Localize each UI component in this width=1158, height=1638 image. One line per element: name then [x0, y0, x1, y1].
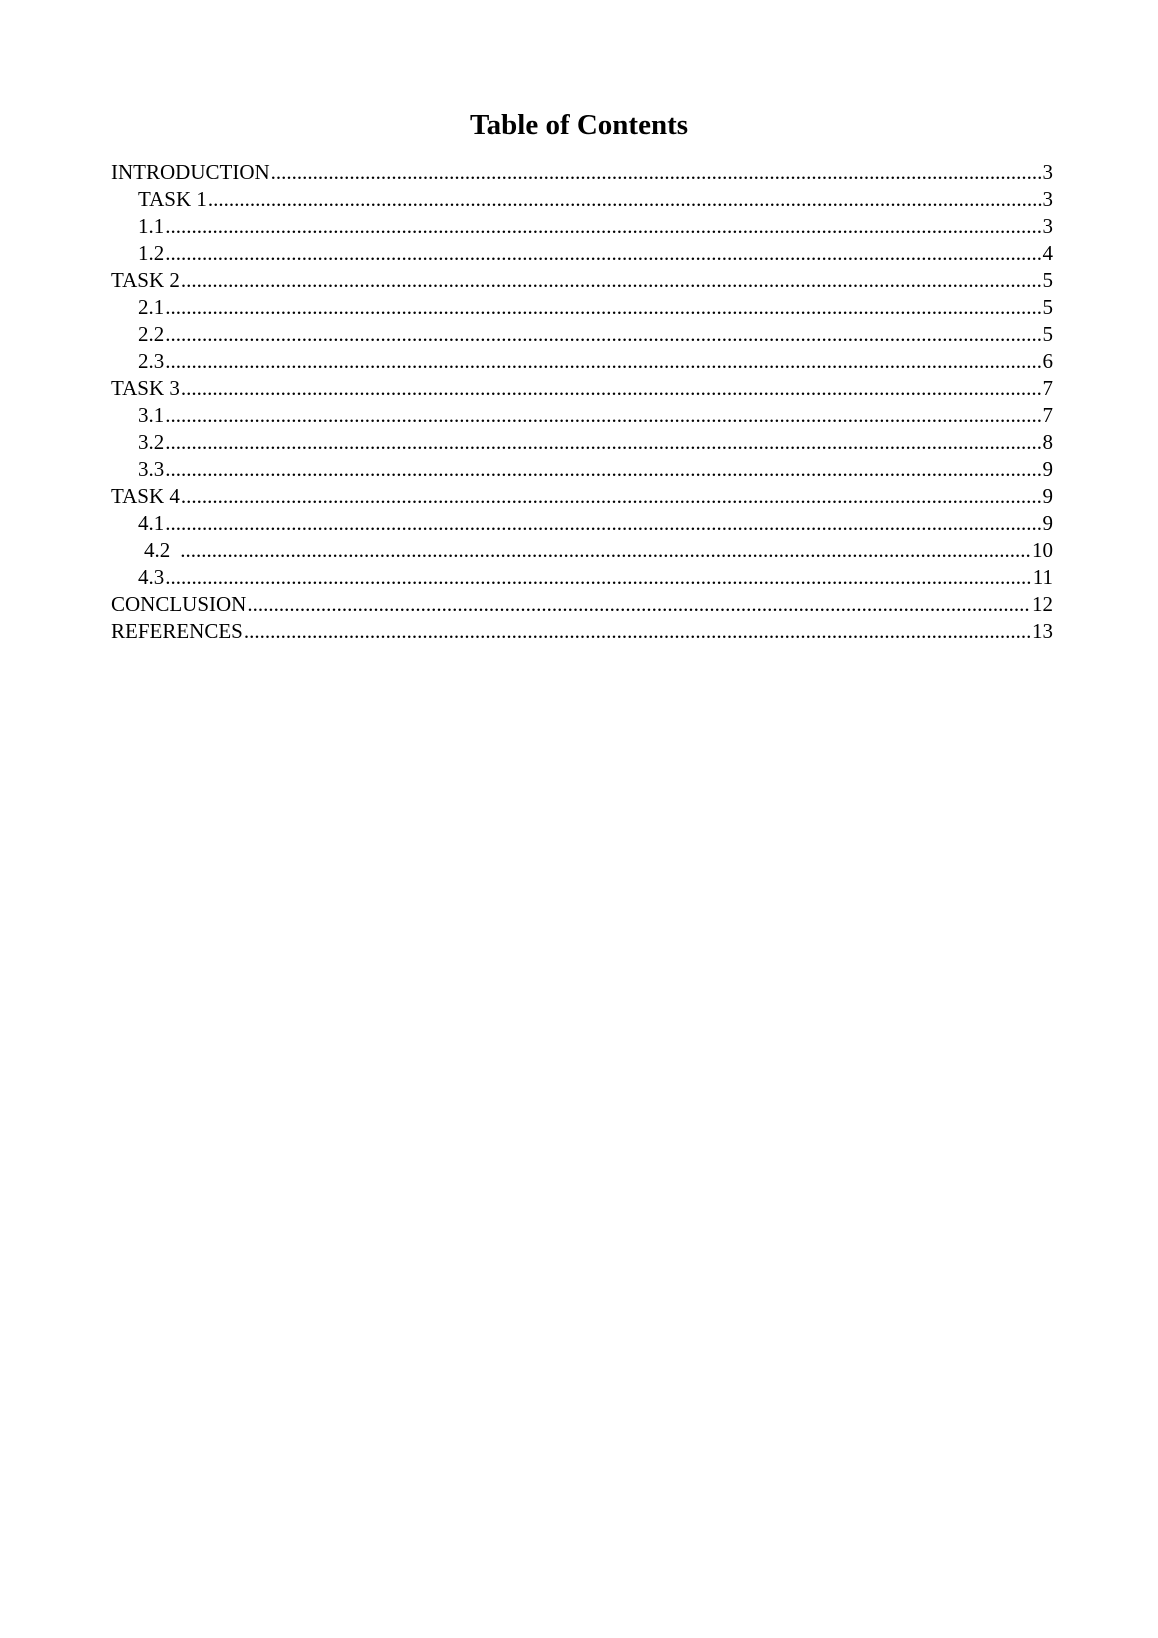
page-title: Table of Contents [469, 109, 689, 141]
toc-dot-leader [165, 402, 1041, 429]
toc-dot-leader [181, 483, 1042, 510]
toc-dot-leader [208, 186, 1042, 213]
toc-entry-label: INTRODUCTION [111, 160, 270, 184]
toc-dot-leader [165, 510, 1041, 537]
toc-entry-label: 2.1 [138, 295, 165, 319]
toc-dot-leader [181, 267, 1042, 294]
toc-entry-label: TASK 2 [111, 268, 180, 292]
toc-entry-label: 1.1 [138, 214, 165, 238]
toc-dot-leader [165, 213, 1041, 240]
toc-entry-references[interactable] [111, 618, 1053, 645]
toc-page-number: 12 [1032, 592, 1053, 616]
toc-page-number: 3 [1042, 187, 1053, 211]
toc-entry-task-3[interactable] [111, 375, 1053, 402]
toc-entry-4-2[interactable] [111, 537, 1053, 564]
toc-dot-leader [165, 564, 1032, 591]
toc-entry-2-2[interactable] [111, 321, 1053, 348]
toc-entry-task-4[interactable] [111, 483, 1053, 510]
toc-page-number: 7 [1042, 376, 1053, 400]
toc-entry-label: 2.3 [138, 349, 165, 373]
toc-dot-leader [165, 294, 1041, 321]
table-of-contents [111, 159, 1053, 645]
toc-dot-leader [180, 537, 1031, 564]
toc-page-number: 6 [1042, 349, 1053, 373]
toc-page-number: 7 [1042, 403, 1053, 427]
toc-page-number: 3 [1042, 160, 1053, 184]
toc-dot-leader [165, 240, 1041, 267]
toc-entry-label: CONCLUSION [111, 592, 247, 616]
toc-page-number: 4 [1042, 241, 1053, 265]
toc-page-number: 11 [1032, 565, 1053, 589]
toc-entry-3-1[interactable] [111, 402, 1053, 429]
toc-page-number: 9 [1042, 457, 1053, 481]
toc-entry-label: 4.2 [144, 538, 171, 562]
toc-entry-task-2[interactable] [111, 267, 1053, 294]
toc-dot-leader [165, 429, 1041, 456]
toc-entry-label: TASK 4 [111, 484, 180, 508]
toc-page-number: 5 [1042, 322, 1053, 346]
toc-page-number: 5 [1042, 268, 1053, 292]
toc-entry-introduction[interactable] [111, 159, 1053, 186]
toc-page-number: 5 [1042, 295, 1053, 319]
toc-entry-label: TASK 1 [138, 187, 207, 211]
toc-page-number: 3 [1042, 214, 1053, 238]
toc-dot-leader [165, 348, 1041, 375]
toc-entry-conclusion[interactable] [111, 591, 1053, 618]
toc-dot-leader [165, 321, 1041, 348]
toc-entry-label: 4.3 [138, 565, 165, 589]
toc-page-number: 10 [1032, 538, 1053, 562]
toc-entry-2-3[interactable] [111, 348, 1053, 375]
toc-entry-label: 3.3 [138, 457, 165, 481]
toc-dot-leader [271, 159, 1042, 186]
toc-entry-task-1[interactable] [111, 186, 1053, 213]
toc-entry-1-2[interactable] [111, 240, 1053, 267]
toc-entry-label: 4.1 [138, 511, 165, 535]
toc-dot-leader [244, 618, 1031, 645]
toc-entry-4-1[interactable] [111, 510, 1053, 537]
toc-dot-leader [165, 456, 1041, 483]
toc-entry-label: 3.2 [138, 430, 165, 454]
toc-page-number: 9 [1042, 484, 1053, 508]
toc-entry-label: REFERENCES [111, 619, 243, 643]
toc-page-number: 8 [1042, 430, 1053, 454]
toc-entry-3-3[interactable] [111, 456, 1053, 483]
toc-entry-label: 2.2 [138, 322, 165, 346]
toc-dot-leader [247, 591, 1031, 618]
toc-page-number: 13 [1032, 619, 1053, 643]
toc-page-number: 9 [1042, 511, 1053, 535]
toc-entry-label: TASK 3 [111, 376, 180, 400]
toc-entry-3-2[interactable] [111, 429, 1053, 456]
toc-entry-4-3[interactable] [111, 564, 1053, 591]
toc-entry-label: 1.2 [138, 241, 165, 265]
toc-entry-2-1[interactable] [111, 294, 1053, 321]
toc-dot-leader [181, 375, 1042, 402]
toc-entry-1-1[interactable] [111, 213, 1053, 240]
toc-entry-label: 3.1 [138, 403, 165, 427]
